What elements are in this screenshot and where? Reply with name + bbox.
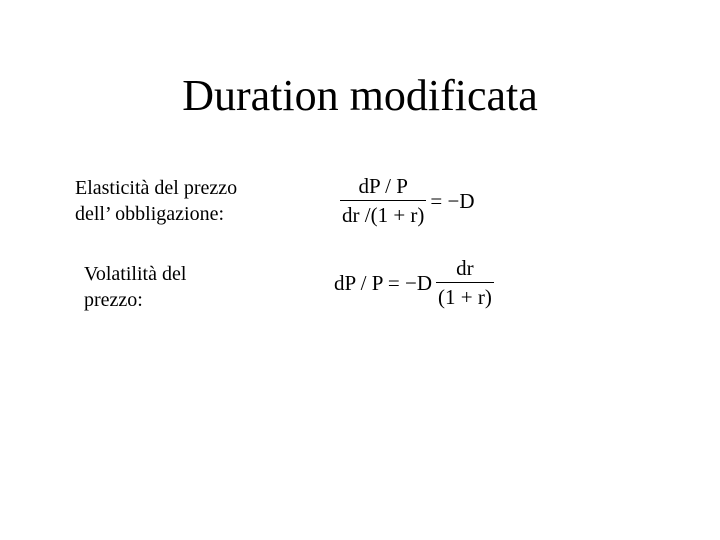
elasticity-fraction [340,174,426,227]
volatility-label-line-1: Volatilità del [84,263,187,285]
volatility-formula [334,256,494,309]
volatility-numerator: dr [456,256,474,280]
elasticity-label [75,175,237,227]
elasticity-formula [340,174,475,227]
elasticity-rhs: = −D [430,188,475,213]
fraction-bar [436,282,494,283]
elasticity-label-line-1: Elasticità del prezzo [75,177,238,199]
slide-title: Duration modificata [182,71,538,120]
volatility-lhs: dP / P = −D [334,270,432,295]
volatility-label [84,261,186,313]
elasticity-numerator: dP / P [358,174,408,198]
elasticity-label-line-2: dell’ obbligazione: [75,203,225,225]
volatility-label-line-2: prezzo: [84,289,143,311]
fraction-bar [340,200,426,201]
elasticity-denominator: dr /(1 + r) [342,203,425,227]
volatility-denominator: (1 + r) [438,285,492,309]
volatility-fraction [436,256,494,309]
